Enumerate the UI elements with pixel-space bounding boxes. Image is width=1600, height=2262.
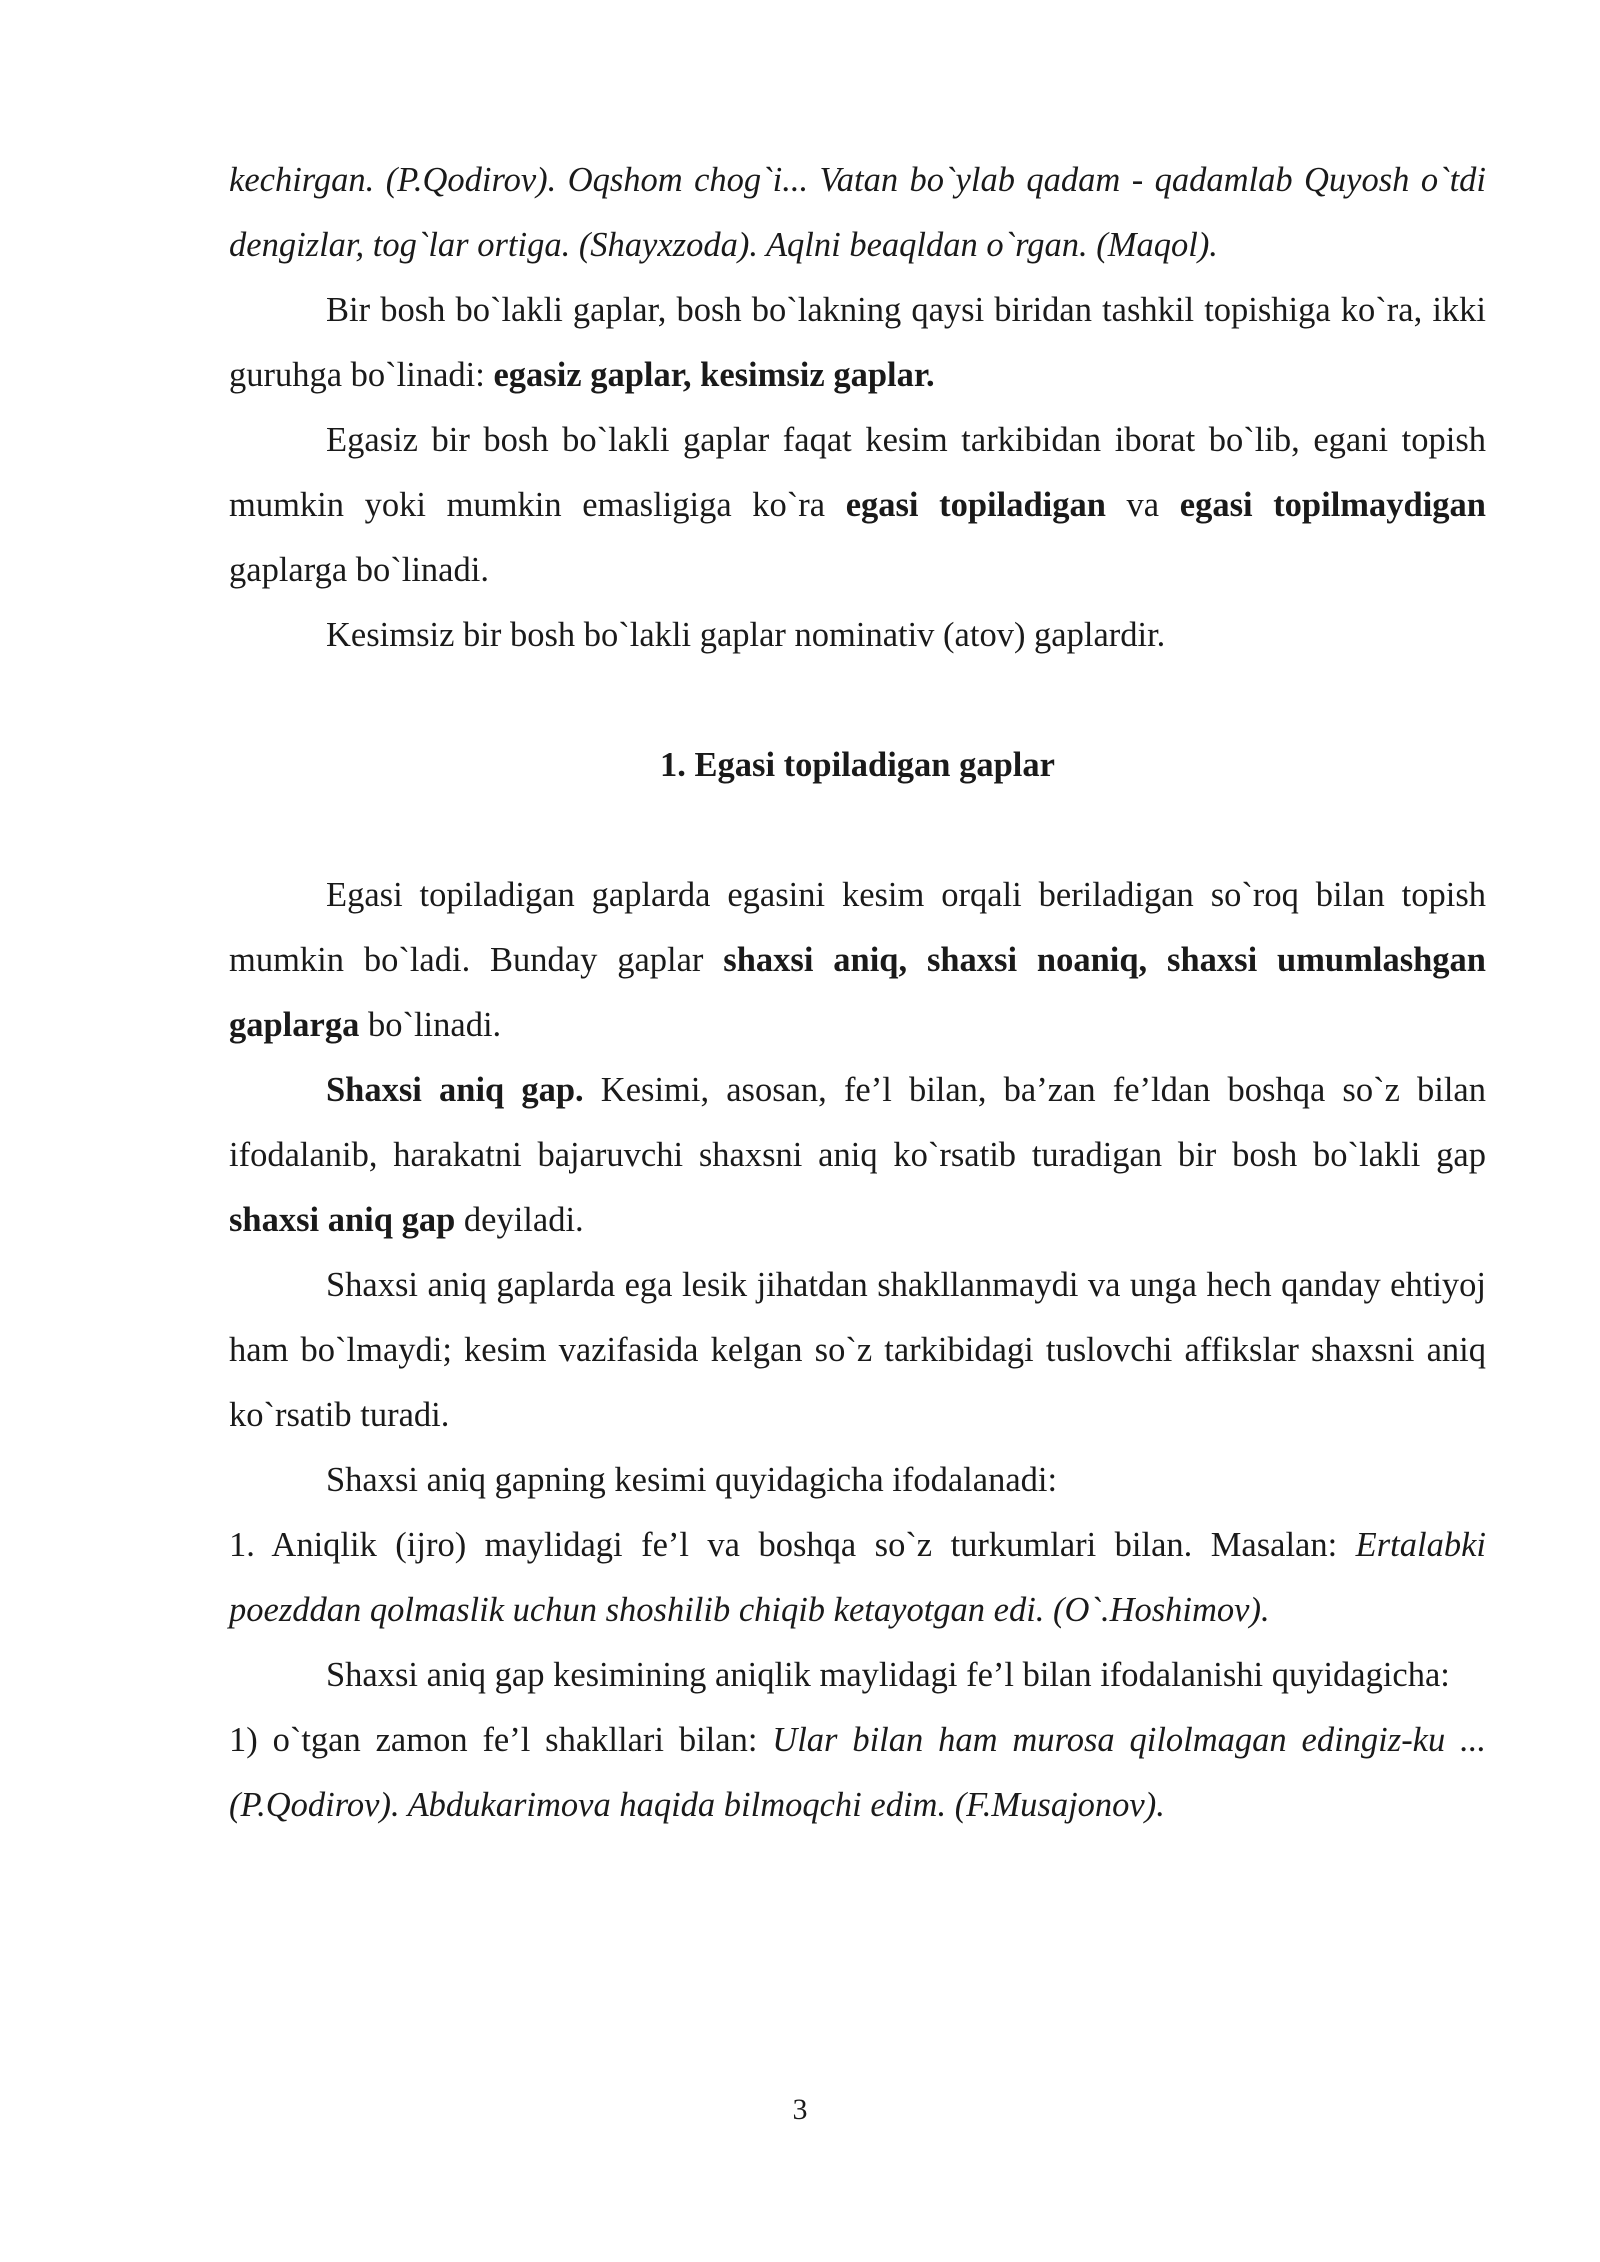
paragraph-11 (229, 1708, 1486, 1838)
paragraph-1 (229, 148, 1486, 278)
page-number: 3 (792, 2093, 808, 2126)
paragraph-2 (229, 278, 1486, 408)
bold-term: egasi topiladigan (845, 486, 1106, 524)
paragraph-text: 1) o`tgan zamon fe’l shakllari bilan: (229, 1721, 773, 1759)
paragraph-text: bo`linadi. (359, 1006, 502, 1044)
paragraph-text: 1. Aniqlik (ijro) maylidagi fe’l va boshqa so`z turkumlari bilan. Masalan: (229, 1526, 1356, 1564)
paragraph-3 (229, 408, 1486, 603)
bold-term: egasiz gaplar, kesimsiz gaplar. (493, 356, 935, 394)
paragraph-9 (229, 1513, 1486, 1643)
paragraph-text: Shaxsi aniq gap kesimining aniqlik maylidagi fe’l bilan ifodalanishi quyidagicha: (326, 1656, 1450, 1694)
paragraph-text: Shaxsi aniq gaplarda ega lesik jihatdan shakllanmaydi va unga hech qanday ehtiyoj ham bo`lmaydi; kesim vazifasida kelgan so`z tarkibidagi tuslovchi affikslar shaxsni aniq ko`rsatib turadi. (229, 1266, 1486, 1434)
italic-example-text: kechirgan. (P.Qodirov). Oqshom chog`i... Vatan bo`ylab qadam - qadamlab Quyosh o`tdi dengizlar, tog`lar ortiga. (Shayxzoda). Aqlni beaqldan o`rgan. (Maqol). (229, 161, 1486, 264)
paragraph-4 (229, 603, 1486, 668)
bold-term: Shaxsi aniq gap. (326, 1071, 584, 1109)
paragraph-text: Egasi topiladigan gaplarda egasini kesim orqali beriladigan so`roq bilan topish mumkin bo`ladi. Bunday gaplar (229, 876, 1486, 979)
paragraph-text: Kesimi, asosan, fe’l bilan, ba’zan fe’ldan boshqa so`z bilan ifodalanib, harakatni bajaruvchi shaxsni aniq ko`rsatib turadigan bir bosh bo`lakli gap (229, 1071, 1486, 1174)
italic-example-text: Ular bilan ham murosa qilolmagan edingiz-ku ... (P.Qodirov). Abdukarimova haqida bilmoqchi edim. (F.Musajonov). (229, 1721, 1486, 1824)
paragraph-text: deyiladi. (455, 1201, 584, 1239)
italic-example-text: Ertalabki poezddan qolmaslik uchun shoshilib chiqib ketayotgan edi. (O`.Hoshimov). (229, 1526, 1486, 1629)
bold-term: shaxsi aniq, shaxsi noaniq, shaxsi umumlashgan gaplarga (229, 941, 1486, 1044)
bold-term: egasi topilmaydigan (1179, 486, 1486, 524)
paragraph-text: Shaxsi aniq gapning kesimi quyidagicha ifodalanadi: (326, 1461, 1058, 1499)
paragraph-text: Kesimsiz bir bosh bo`lakli gaplar nominativ (atov) gaplardir. (326, 616, 1166, 654)
page-body (229, 148, 1486, 1838)
paragraph-7 (229, 1253, 1486, 1448)
section-heading: 1. Egasi topiladigan gaplar (660, 746, 1055, 784)
paragraph-text: gaplarga bo`linadi. (229, 551, 489, 589)
paragraph-5 (229, 863, 1486, 1058)
paragraph-text: va (1105, 486, 1180, 524)
paragraph-text: Egasiz bir bosh bo`lakli gaplar faqat kesim tarkibidan iborat bo`lib, egani topish mumkin yoki mumkin emasligiga ko`ra (229, 421, 1486, 524)
bold-term: shaxsi aniq gap (229, 1201, 456, 1239)
paragraph-6 (229, 1058, 1486, 1253)
paragraph-text: Bir bosh bo`lakli gaplar, bosh bo`lakning qaysi biridan tashkil topishiga ko`ra, ikki guruhga bo`linadi: (229, 291, 1486, 394)
paragraph-10 (229, 1643, 1486, 1708)
paragraph-8 (229, 1448, 1486, 1513)
